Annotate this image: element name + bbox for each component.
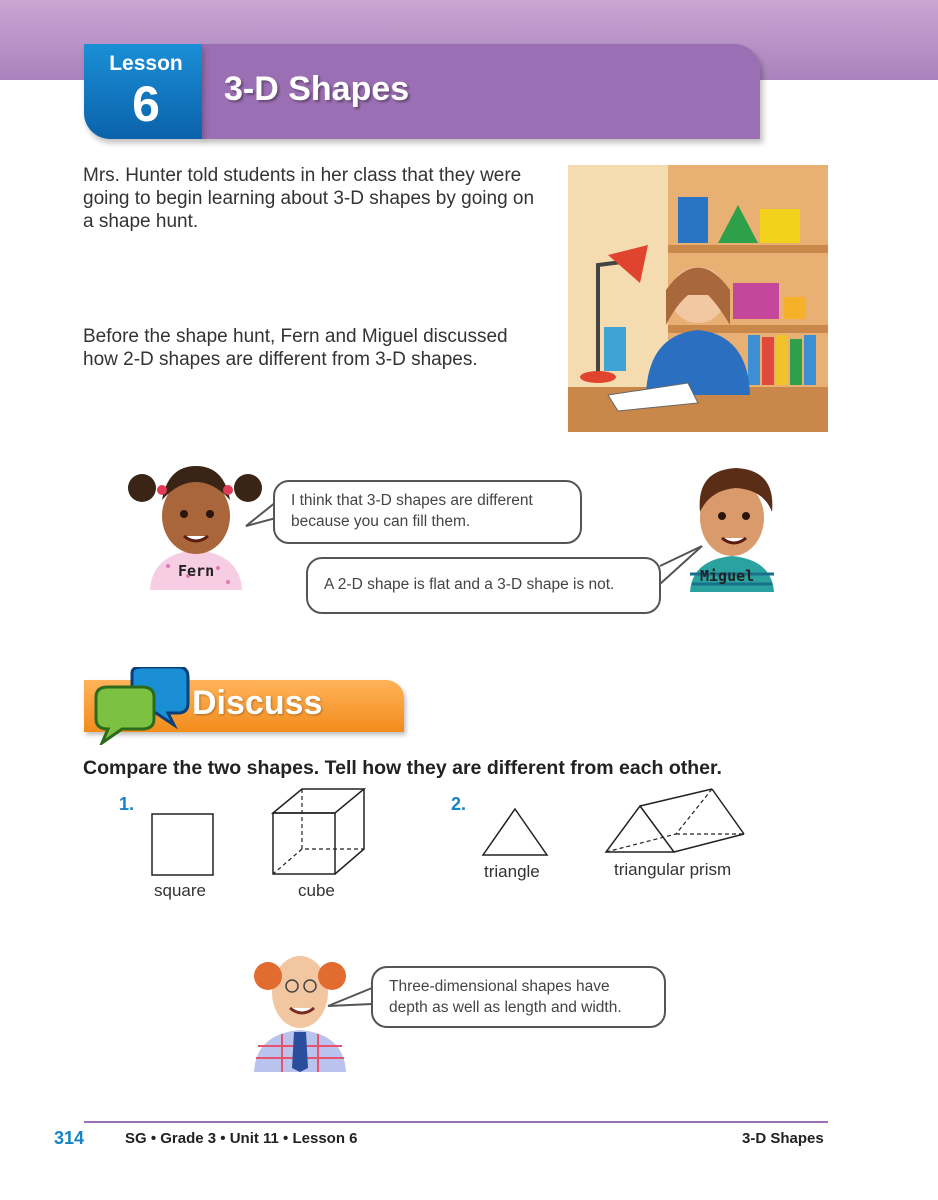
page-number: 314 <box>54 1128 85 1148</box>
triangular-prism-label: triangular prism <box>614 860 732 879</box>
triangular-prism-shape <box>602 786 748 856</box>
speech-bubbles-icon <box>92 667 192 745</box>
discuss-heading: Discuss <box>192 684 323 722</box>
item-1-number: 1. <box>119 794 135 814</box>
footer-rule <box>84 1121 828 1123</box>
intro-paragraph-1: Mrs. Hunter told students in her class that they were going to begin learning about 3-D shapes by going on a shape hunt. <box>83 165 535 232</box>
page-title: 3-D Shapes <box>224 70 410 108</box>
fern-name-label: Fern <box>178 562 215 580</box>
miguel-speech-bubble: A 2-D shape is flat and a 3-D shape is not. <box>306 557 661 614</box>
cube-shape <box>270 787 368 877</box>
miguel-name-label: Miguel <box>700 567 755 585</box>
item-2-number: 2. <box>451 794 467 814</box>
professor-bubble-tail <box>326 984 374 1014</box>
triangle-shape <box>480 806 550 858</box>
triangle-label: triangle <box>484 862 540 881</box>
cube-label: cube <box>298 881 335 900</box>
fern-speech-bubble: I think that 3-D shapes are different because you can fill them. <box>273 480 582 544</box>
lesson-number: 6 <box>132 76 160 132</box>
intro-paragraph-2: Before the shape hunt, Fern and Miguel discussed how 2-D shapes are different from 3-D shapes. <box>83 326 508 370</box>
professor-speech-bubble: Three-dimensional shapes have depth as well as length and width. <box>371 966 666 1028</box>
discuss-prompt: Compare the two shapes. Tell how they are different from each other. <box>83 757 722 779</box>
footer-section-title: 3-D Shapes <box>742 1130 824 1147</box>
lesson-label: Lesson <box>109 52 183 75</box>
footer-course-info: SG • Grade 3 • Unit 11 • Lesson 6 <box>125 1130 358 1147</box>
miguel-bubble-tail <box>656 544 704 586</box>
teacher-illustration <box>568 165 828 432</box>
square-label: square <box>154 881 206 900</box>
square-shape <box>150 812 216 878</box>
